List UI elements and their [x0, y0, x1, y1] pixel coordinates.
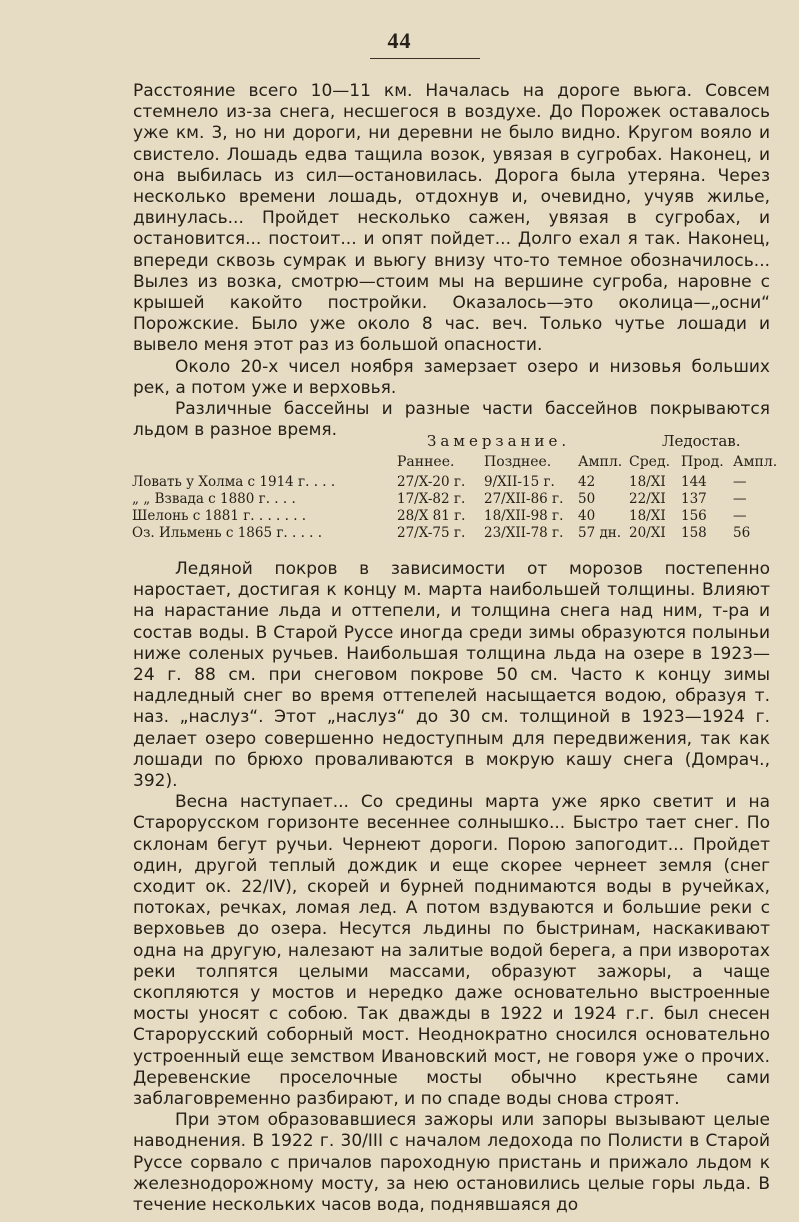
cell-amplitude: 57 дн.: [578, 525, 622, 541]
freeze-table: [132, 432, 778, 542]
cell-duration: 137: [681, 491, 707, 507]
paragraph: Около 20-х чисел ноября замерзает озеро и низовья больших рек, а потом уже и верховья.: [133, 356, 770, 398]
cell-average: 18/XI: [629, 474, 666, 490]
column-header: Ампл.: [733, 454, 778, 470]
cell-amplitude: —: [733, 491, 747, 507]
cell-late: 9/XII-15 г.: [484, 474, 555, 490]
cell-early: 27/X-20 г.: [397, 474, 466, 490]
paragraph: Расстояние всего 10—11 км. Началась на дороге вьюга. Совсем стемнело из-за снега, несшегося в воздухе. До Порожек оставалось уже км. 3, но ни дороги, ни деревни не было видно. Кругом вояло и свистело. Лошадь едва тащила возок, увязая в сугробах. Наконец, и она выбилась из сил—остановилась. Дорога была утеряна. Через несколько времени лошадь, отдохнув и, очевидно, учуяв жилье, двинулась... Пройдет несколько сажен, увязая в сугробах, и остановится... постоит... и опят пойдет... Долго ехал я так. Наконец, впереди сквозь сумрак и вьюгу внизу что-то темное обозначилось... Вылез из возка, смотрю—стоим мы на вершине сугроба, наровне с крышей какойто постройки. Оказалось—это околица—„осни“ Порожские. Было уже около 8 час. веч. Только чутье лошади и вывело меня этот раз из большой опасности.: [133, 81, 770, 356]
cell-amplitude: 56: [733, 525, 751, 541]
group-ice-label: Ледостав.: [662, 432, 741, 450]
table-row: [132, 525, 772, 542]
row-name: Шелонь с 1881 г. . . . . . .: [132, 508, 307, 524]
paragraph: При этом образовавшиеся зажоры или запоры вызывают целые наводнения. В 1922 г. 30/III с началом ледохода по Полисти в Старой Руссе сорвало с причалов пароходную пристань и прижало льдом к железнодорожному мосту, за нею остановились целые горы льда. В течение нескольких часов вода, поднявшаяся до: [133, 1110, 770, 1216]
row-name: „ „ Взвада с 1880 г. . . .: [132, 491, 296, 507]
group-freezing-label: Замерзание.: [427, 432, 571, 450]
table-group-header: [132, 432, 772, 454]
cell-late: 23/XII-78 г.: [484, 525, 564, 541]
page-number: 44: [387, 28, 412, 53]
page-number-rule: [370, 58, 480, 59]
cell-average: 20/XI: [629, 525, 666, 541]
column-header: Позднее.: [484, 454, 552, 470]
cell-average: 18/XI: [629, 508, 666, 524]
cell-amplitude: 50: [578, 491, 596, 507]
column-header: Прод.: [681, 454, 724, 470]
cell-early: 28/X 81 г.: [397, 508, 466, 524]
paragraph: Ледяной покров в зависимости от морозов постепенно наростает, достигая к концу м. марта наибольшей толщины. Влияют на нарастание льда и оттепели, и толщина снега над ним, т-ра и состав воды. В Старой Руссе иногда среди зимы образуются полыньи ниже соленых ручьев. Наибольшая толщина льда на озере в 1923—24 г. 88 см. при снеговом покрове 50 см. Часто к концу зимы надледный снег во время оттепелей насыщается водою, образуя т. наз. „наслуз“. Этот „наслуз“ до 30 см. толщиной в 1923—1924 г. делает озеро совершенно недоступным для передвижения, так как лошади по брюхо проваливаются в мокрую кашу снега (Домрач., 392).: [133, 559, 770, 792]
cell-duration: 156: [681, 508, 707, 524]
cell-amplitude: 42: [578, 474, 596, 490]
paragraph: Весна наступает... Со средины марта уже ярко светит и на Старорусском горизонте весеннее солнышко... Быстро тает снег. По склонам бегут ручьи. Чернеют дороги. Порою запогодит... Пройдет один, другой теплый дождик и еще скорее чернеет земля (снег сходит ок. 22/IV), скорей и бурней поднимаются воды в ручейках, потоках, речках, ломая лед. А потом вздуваются и большие реки с верховьев до озера. Несутся льдины по быстринам, наскакивают одна на другую, налезают на залитые водой берега, а при изворотах реки толпятся целыми массами, образуют зажоры, а чаще скопляются у мостов и нередко даже основательно выстроенные мосты уносят с собою. Так дважды в 1922 и 1924 г.г. был снесен Старорусский соборный мост. Неоднократно сносился основательно устроенный еще земством Ивановский мост, не говоря уже о прочих. Деревенские проселочные мосты обычно крестьяне сами заблаговременно разбирают, и по спаде воды снова строят.: [133, 792, 770, 1110]
table-column-header: [132, 454, 778, 474]
row-name: Ловать у Холма с 1914 г. . . .: [132, 474, 336, 490]
cell-early: 27/X-75 г.: [397, 525, 466, 541]
column-header: Ампл.: [578, 454, 623, 470]
table-row: [132, 491, 772, 508]
table-row: [132, 474, 772, 491]
cell-amplitude: —: [733, 508, 747, 524]
cell-late: 27/XII-86 г.: [484, 491, 564, 507]
cell-duration: 158: [681, 525, 707, 541]
paragraph: Различные бассейны и разные части бассейнов покрываются льдом в разное время.: [133, 399, 770, 441]
cell-duration: 144: [681, 474, 707, 490]
cell-early: 17/X-82 г.: [397, 491, 466, 507]
cell-average: 22/XI: [629, 491, 666, 507]
text-block-bottom: [133, 559, 770, 1216]
table-row: [132, 508, 772, 525]
row-name: Оз. Ильмень с 1865 г. . . . .: [132, 525, 323, 541]
column-header: Сред.: [629, 454, 671, 470]
cell-amplitude: —: [733, 474, 747, 490]
text-block-top: [133, 81, 770, 441]
cell-amplitude: 40: [578, 508, 596, 524]
cell-late: 18/XII-98 г.: [484, 508, 564, 524]
column-header: Раннее.: [397, 454, 455, 470]
